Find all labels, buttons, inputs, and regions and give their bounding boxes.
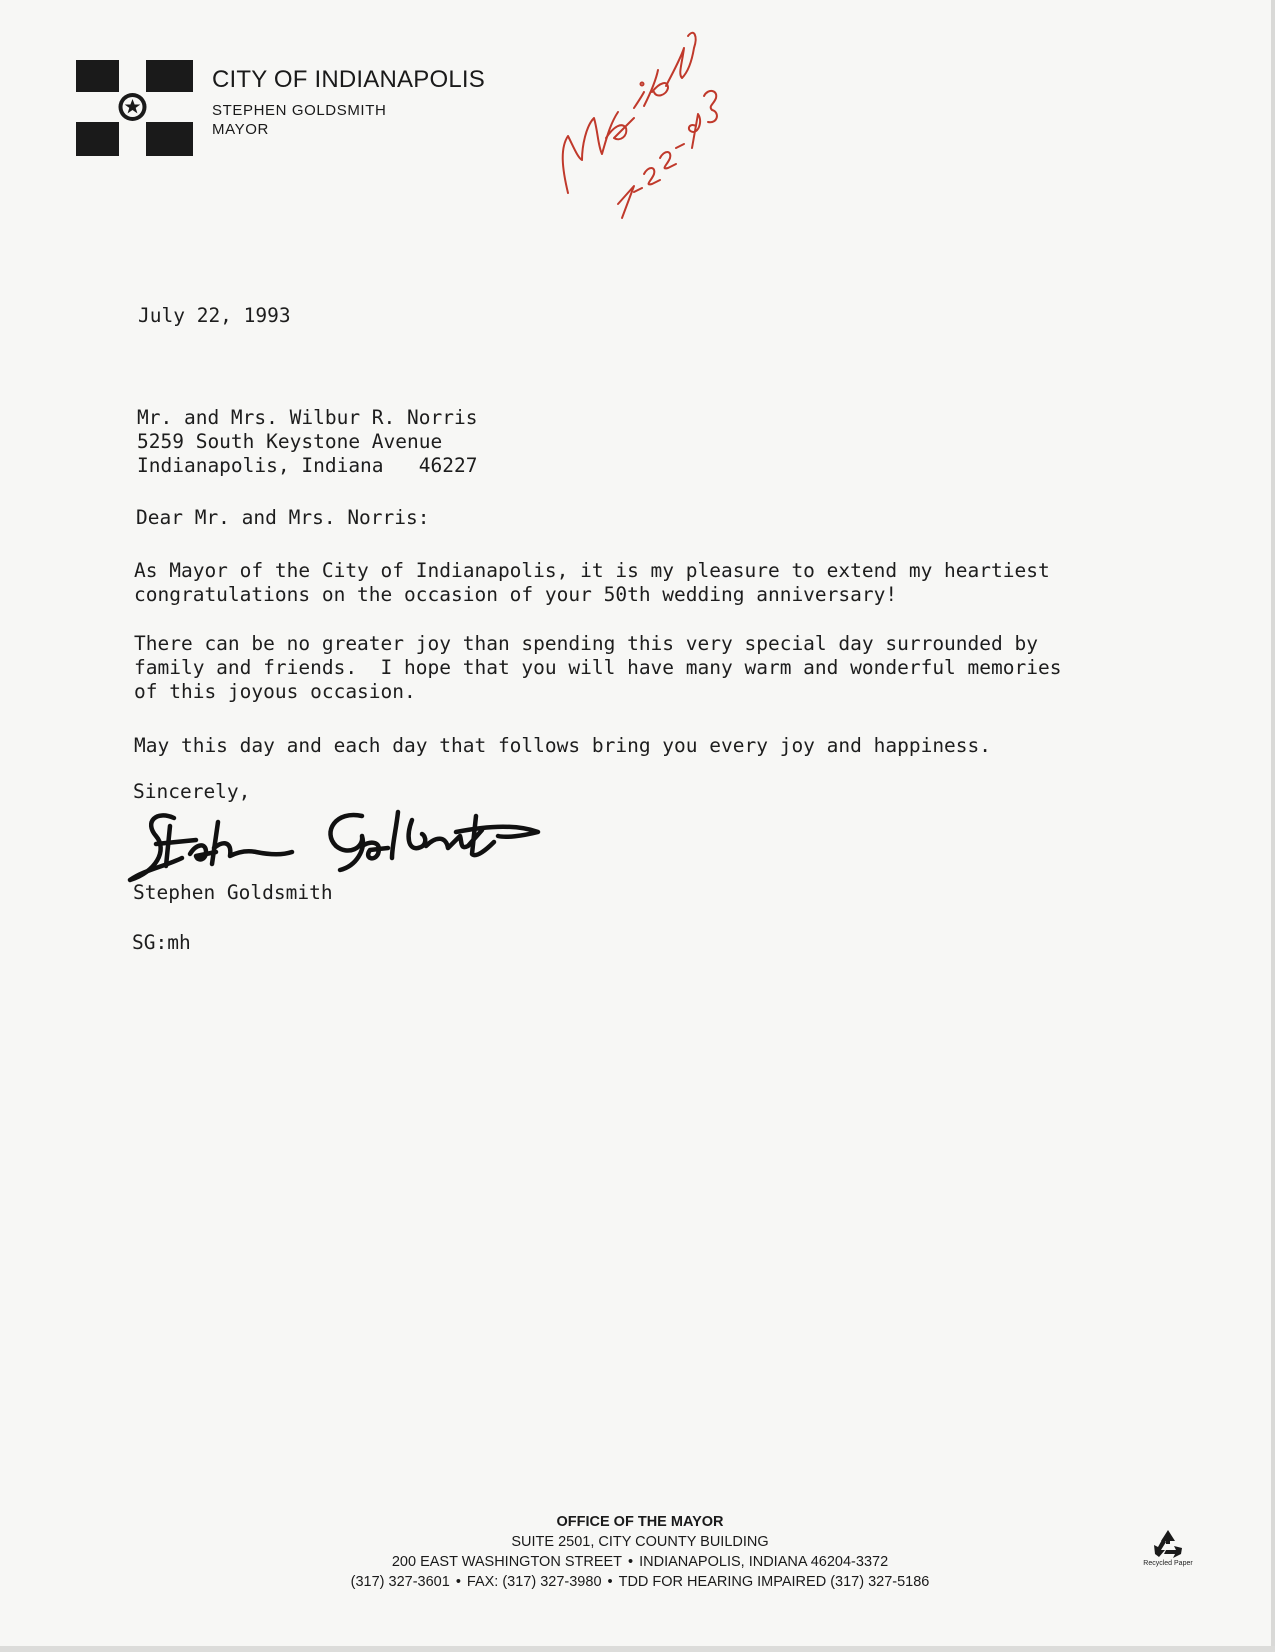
closing: Sincerely,: [133, 780, 251, 803]
body-paragraph-1: As Mayor of the City of Indianapolis, it is my pleasure to extend my heartiest congratulations on the occasion of your 50th wedding anniversary!: [134, 559, 1050, 606]
letterhead-mayor-name: STEPHEN GOLDSMITH: [212, 102, 387, 119]
page-edge-right: [1271, 0, 1275, 1652]
footer-fax: FAX: (317) 327-3980: [466, 1574, 602, 1590]
handwritten-signature: [126, 796, 546, 888]
recycled-paper-mark: [1143, 1528, 1193, 1584]
handwritten-mailed-note: [548, 8, 728, 223]
footer-phone: (317) 327-3601: [350, 1574, 450, 1590]
footer-tdd: TDD FOR HEARING IMPAIRED (317) 327-5186: [618, 1574, 930, 1590]
footer-separator: •: [628, 1554, 634, 1570]
letter-date: July 22, 1993: [138, 304, 291, 327]
page-edge-bottom: [0, 1646, 1275, 1652]
recipient-street: 5259 South Keystone Avenue: [137, 430, 443, 453]
reference-initials: SG:mh: [132, 931, 191, 954]
footer-address-line: [290, 1552, 990, 1572]
salutation: Dear Mr. and Mrs. Norris:: [136, 506, 430, 529]
footer-separator: •: [607, 1574, 613, 1590]
letterhead-footer: [290, 1512, 990, 1592]
footer-separator: •: [455, 1574, 461, 1590]
footer-office: OFFICE OF THE MAYOR: [556, 1514, 724, 1530]
recipient-name: Mr. and Mrs. Wilbur R. Norris: [137, 406, 478, 429]
recycle-icon: [1151, 1528, 1185, 1560]
letterhead-mayor-title: MAYOR: [212, 121, 269, 138]
city-flag-star-logo: [76, 60, 193, 156]
footer-city-state: INDIANAPOLIS, INDIANA 46204-3372: [639, 1554, 889, 1570]
recycled-paper-label: Recycled Paper: [1143, 1560, 1193, 1567]
footer-contact-line: [290, 1572, 990, 1592]
recipient-city: Indianapolis, Indiana 46227: [137, 454, 478, 477]
signer-name: Stephen Goldsmith: [133, 881, 333, 904]
letterhead-city: CITY OF INDIANAPOLIS: [212, 66, 485, 93]
recipient-address: [137, 406, 477, 478]
body-paragraph-2: There can be no greater joy than spending this very special day surrounded by family and friends. I hope that you will have many warm and wonderful memories of this joyous occasion.: [134, 632, 1062, 703]
body-paragraph-3: May this day and each day that follows bring you every joy and happiness.: [134, 734, 992, 757]
footer-suite: SUITE 2501, CITY COUNTY BUILDING: [511, 1534, 769, 1550]
footer-street: 200 EAST WASHINGTON STREET: [391, 1554, 623, 1570]
